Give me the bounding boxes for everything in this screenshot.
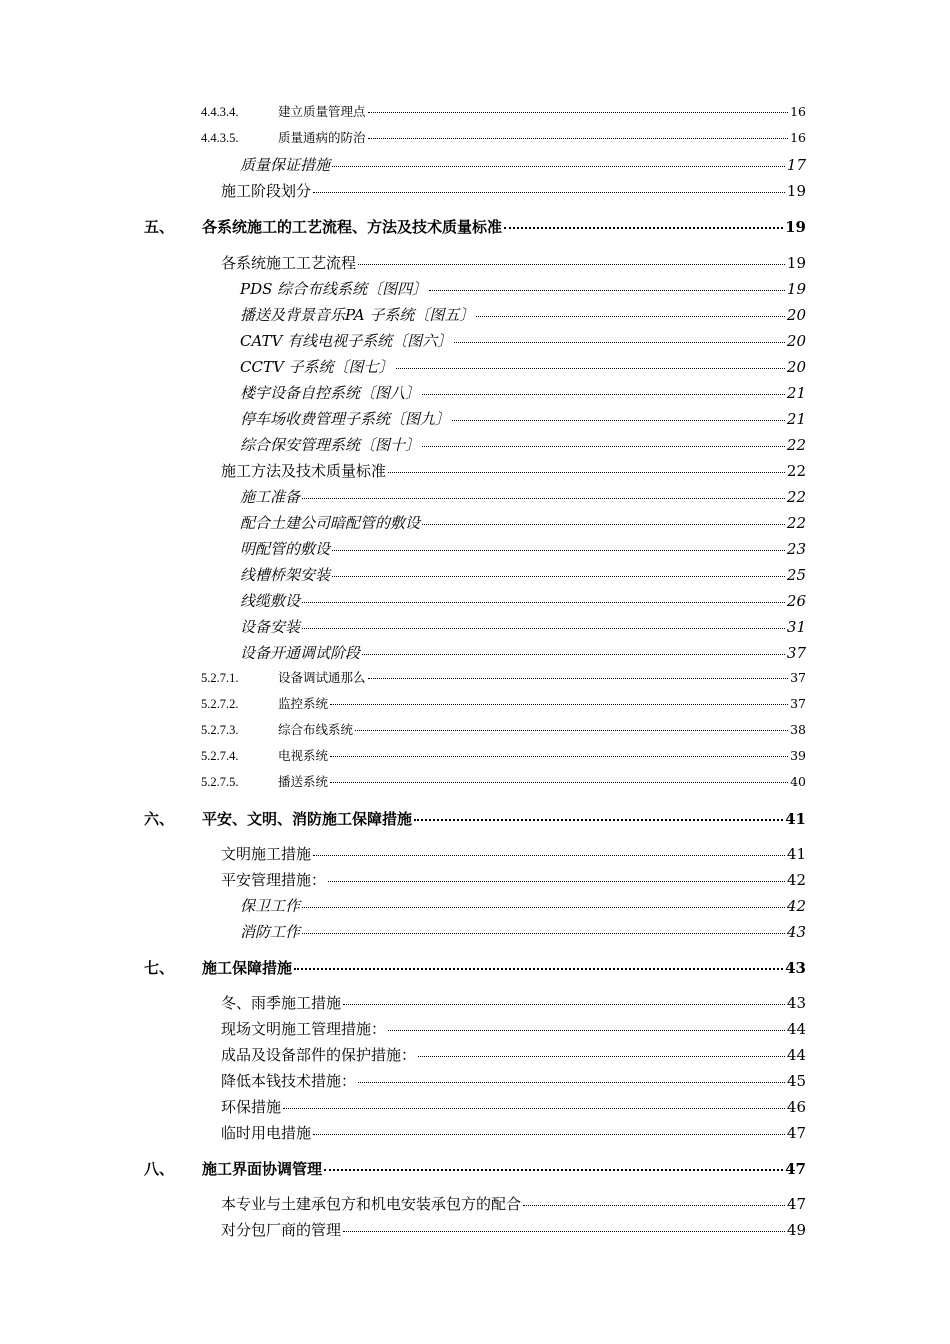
toc-entry-title: 设备开通调试阶段 — [240, 644, 361, 662]
toc-entry-title: 播送及背景音乐PA 子系统〔图五〕 — [240, 306, 475, 324]
toc-entry-number: 4.4.3.5. — [201, 131, 239, 145]
dot-leader — [368, 678, 789, 679]
toc-entry[interactable] — [0, 132, 950, 145]
toc-entry-title: 综合保安管理系统〔图十〕 — [240, 436, 421, 454]
toc-entry[interactable] — [0, 464, 950, 479]
dot-leader — [302, 907, 785, 908]
toc-entry-title: 对分包厂商的管理 — [221, 1221, 342, 1239]
toc-entry[interactable] — [0, 873, 950, 888]
toc-entry-page-number: 22 — [786, 436, 806, 454]
dot-leader — [343, 1231, 785, 1232]
toc-entry-page-number: 46 — [786, 1098, 806, 1116]
toc-entry-title: 质量通病的防治 — [278, 130, 366, 145]
toc-entry[interactable] — [0, 1100, 950, 1115]
toc-entry-title: 播送系统 — [278, 774, 329, 789]
toc-entry-title: 线槽桥架安装 — [240, 566, 331, 584]
toc-entry-title: 配合土建公司暗配管的敷设 — [240, 514, 421, 532]
toc-entry[interactable] — [0, 334, 950, 349]
dot-leader — [332, 576, 785, 577]
toc-entry-page-number: 40 — [790, 774, 806, 789]
dot-leader — [476, 316, 785, 317]
toc-entry-title: 施工方法及技术质量标准 — [221, 462, 387, 480]
toc-entry-page-number: 20 — [786, 306, 806, 324]
dot-leader — [368, 112, 789, 113]
toc-entry[interactable] — [0, 1048, 950, 1063]
toc-entry-title: 冬、雨季施工措施 — [221, 994, 342, 1012]
dot-leader — [343, 1004, 785, 1005]
toc-entry[interactable] — [0, 308, 950, 323]
toc-entry-number: 八、 — [144, 1160, 175, 1178]
toc-entry[interactable] — [0, 1162, 950, 1177]
toc-entry-page-number: 19 — [786, 254, 806, 272]
dot-leader — [388, 472, 785, 473]
dot-leader — [362, 654, 785, 655]
toc-entry-title: 环保措施 — [221, 1098, 282, 1116]
toc-entry-title: 线缆敷设 — [240, 592, 301, 610]
toc-entry-title: 消防工作 — [240, 923, 301, 941]
toc-entry[interactable] — [0, 776, 950, 789]
dot-leader — [332, 166, 785, 167]
toc-entry[interactable] — [0, 750, 950, 763]
dot-leader — [328, 881, 785, 882]
toc-entry[interactable] — [0, 812, 950, 827]
dot-leader — [302, 933, 785, 934]
dot-leader — [429, 290, 785, 291]
dot-leader — [414, 819, 783, 821]
toc-entry-page-number: 21 — [786, 384, 806, 402]
toc-entry[interactable] — [0, 1074, 950, 1089]
toc-entry-title: 综合布线系统 — [278, 722, 354, 737]
toc-entry-title: 施工阶段划分 — [221, 182, 312, 200]
toc-entry[interactable] — [0, 158, 950, 173]
toc-entry-title: PDS 综合布线系统〔图四〕 — [240, 280, 428, 298]
toc-entry[interactable] — [0, 106, 950, 119]
dot-leader — [388, 1030, 785, 1031]
dot-leader — [368, 138, 789, 139]
dot-leader — [454, 342, 785, 343]
toc-entry-page-number: 23 — [786, 540, 806, 558]
toc-entry-page-number: 39 — [790, 748, 806, 763]
toc-entry-title: 现场文明施工管理措施： — [221, 1020, 387, 1038]
dot-leader — [396, 368, 785, 369]
toc-entry-title: 施工准备 — [240, 488, 301, 506]
toc-entry-number: 七、 — [144, 959, 175, 977]
toc-entry-title: 本专业与土建承包方和机电安装承包方的配合 — [221, 1195, 522, 1213]
toc-entry-page-number: 20 — [786, 358, 806, 376]
toc-entry-title: 降低本钱技术措施： — [221, 1072, 357, 1090]
dot-leader — [452, 420, 785, 421]
toc-entry-title: CCTV 子系统〔图七〕 — [240, 358, 394, 376]
toc-entry-page-number: 19 — [785, 218, 806, 236]
dot-leader — [504, 227, 783, 229]
toc-entry[interactable] — [0, 996, 950, 1011]
toc-entry[interactable] — [0, 490, 950, 505]
toc-entry[interactable] — [0, 899, 950, 914]
toc-entry-page-number: 16 — [790, 130, 806, 145]
dot-leader — [330, 704, 788, 705]
toc-entry-page-number: 43 — [786, 923, 806, 941]
toc-entry-title: 平安管理措施： — [221, 871, 327, 889]
toc-entry[interactable] — [0, 1022, 950, 1037]
dot-leader — [523, 1205, 785, 1206]
dot-leader — [422, 524, 785, 525]
toc-entry[interactable] — [0, 1223, 950, 1238]
toc-entry-page-number: 22 — [786, 462, 806, 480]
toc-entry[interactable] — [0, 1197, 950, 1212]
toc-entry[interactable] — [0, 184, 950, 199]
toc-entry[interactable] — [0, 542, 950, 557]
toc-entry-number: 5.2.7.2. — [201, 697, 239, 711]
toc-entry[interactable] — [0, 724, 950, 737]
toc-entry-page-number: 41 — [785, 810, 806, 828]
toc-entry-page-number: 37 — [786, 644, 806, 662]
toc-entry[interactable] — [0, 925, 950, 940]
toc-entry[interactable] — [0, 220, 950, 235]
toc-entry-page-number: 31 — [786, 618, 806, 636]
toc-entry[interactable] — [0, 1126, 950, 1141]
toc-entry[interactable] — [0, 847, 950, 862]
dot-leader — [355, 730, 788, 731]
toc-entry-page-number: 26 — [786, 592, 806, 610]
toc-entry-page-number: 16 — [790, 104, 806, 119]
toc-entry-number: 五、 — [144, 218, 175, 236]
toc-entry[interactable] — [0, 568, 950, 583]
dot-leader — [302, 498, 785, 499]
toc-entry-page-number: 42 — [786, 897, 806, 915]
toc-entry-title: 平安、文明、消防施工保障措施 — [202, 810, 413, 828]
toc-entry[interactable] — [0, 961, 950, 976]
toc-entry-page-number: 20 — [786, 332, 806, 350]
toc-entry-page-number: 45 — [786, 1072, 806, 1090]
dot-leader — [302, 602, 785, 603]
toc-entry-page-number: 44 — [786, 1046, 806, 1064]
toc-entry[interactable] — [0, 412, 950, 427]
toc-entry-number: 5.2.7.5. — [201, 775, 239, 789]
toc-entry-page-number: 19 — [786, 182, 806, 200]
toc-entry-title: 建立质量管理点 — [278, 104, 366, 119]
toc-entry-title: 明配管的敷设 — [240, 540, 331, 558]
toc-entry-title: 成品及设备部件的保护措施： — [221, 1046, 417, 1064]
dot-leader — [422, 446, 785, 447]
dot-leader — [330, 782, 788, 783]
dot-leader — [283, 1108, 785, 1109]
toc-entry-page-number: 37 — [790, 670, 806, 685]
toc-entry-page-number: 41 — [786, 845, 806, 863]
toc-entry-title: 各系统施工工艺流程 — [221, 254, 357, 272]
toc-entry-page-number: 38 — [790, 722, 806, 737]
toc-entry-title: 施工保障措施 — [202, 959, 293, 977]
toc-entry-page-number: 21 — [786, 410, 806, 428]
toc-entry-title: 电视系统 — [278, 748, 329, 763]
toc-entry-page-number: 44 — [786, 1020, 806, 1038]
toc-entry-title: 各系统施工的工艺流程、方法及技术质量标准 — [202, 218, 503, 236]
toc-entry-title: 保卫工作 — [240, 897, 301, 915]
toc-entry-title: 监控系统 — [278, 696, 329, 711]
toc-entry-title: 临时用电措施 — [221, 1124, 312, 1142]
toc-entry-page-number: 19 — [786, 280, 806, 298]
toc-entry[interactable] — [0, 360, 950, 375]
toc-entry-title: 楼宇设备自控系统〔图八〕 — [240, 384, 421, 402]
dot-leader — [313, 1134, 785, 1135]
toc-entry-title: CATV 有线电视子系统〔图六〕 — [240, 332, 453, 350]
toc-entry[interactable] — [0, 282, 950, 297]
toc-entry-page-number: 22 — [786, 488, 806, 506]
toc-entry-page-number: 42 — [786, 871, 806, 889]
dot-leader — [294, 968, 783, 970]
toc-entry-number: 六、 — [144, 810, 175, 828]
toc-entry-title: 施工界面协调管理 — [202, 1160, 323, 1178]
toc-entry[interactable] — [0, 646, 950, 661]
toc-entry-number: 5.2.7.1. — [201, 671, 239, 685]
toc-entry-page-number: 49 — [786, 1221, 806, 1239]
dot-leader — [313, 855, 785, 856]
dot-leader — [330, 756, 788, 757]
toc-entry-page-number: 37 — [790, 696, 806, 711]
dot-leader — [302, 628, 785, 629]
toc-entry-page-number: 17 — [786, 156, 806, 174]
toc-entry-title: 设备调试通那么 — [278, 670, 366, 685]
toc-entry[interactable] — [0, 698, 950, 711]
dot-leader — [358, 264, 785, 265]
dot-leader — [324, 1169, 783, 1171]
toc-entry-page-number: 43 — [786, 994, 806, 1012]
toc-entry[interactable] — [0, 256, 950, 271]
toc-entry-number: 5.2.7.3. — [201, 723, 239, 737]
dot-leader — [418, 1056, 785, 1057]
toc-entry-page-number: 47 — [786, 1124, 806, 1142]
toc-entry-title: 文明施工措施 — [221, 845, 312, 863]
toc-entry-page-number: 25 — [786, 566, 806, 584]
toc-entry[interactable] — [0, 438, 950, 453]
toc-entry-page-number: 22 — [786, 514, 806, 532]
toc-entry-number: 4.4.3.4. — [201, 105, 239, 119]
toc-entry-title: 质量保证措施 — [240, 156, 331, 174]
toc-entry[interactable] — [0, 594, 950, 609]
dot-leader — [422, 394, 785, 395]
toc-entry-page-number: 43 — [785, 959, 806, 977]
dot-leader — [358, 1082, 785, 1083]
toc-entry-page-number: 47 — [785, 1160, 806, 1178]
toc-entry-title: 停车场收费管理子系统〔图九〕 — [240, 410, 451, 428]
toc-entry[interactable] — [0, 672, 950, 685]
toc-entry[interactable] — [0, 386, 950, 401]
dot-leader — [332, 550, 785, 551]
dot-leader — [313, 192, 785, 193]
toc-entry-page-number: 47 — [786, 1195, 806, 1213]
toc-entry-title: 设备安装 — [240, 618, 301, 636]
toc-entry-number: 5.2.7.4. — [201, 749, 239, 763]
toc-entry[interactable] — [0, 516, 950, 531]
toc-entry[interactable] — [0, 620, 950, 635]
